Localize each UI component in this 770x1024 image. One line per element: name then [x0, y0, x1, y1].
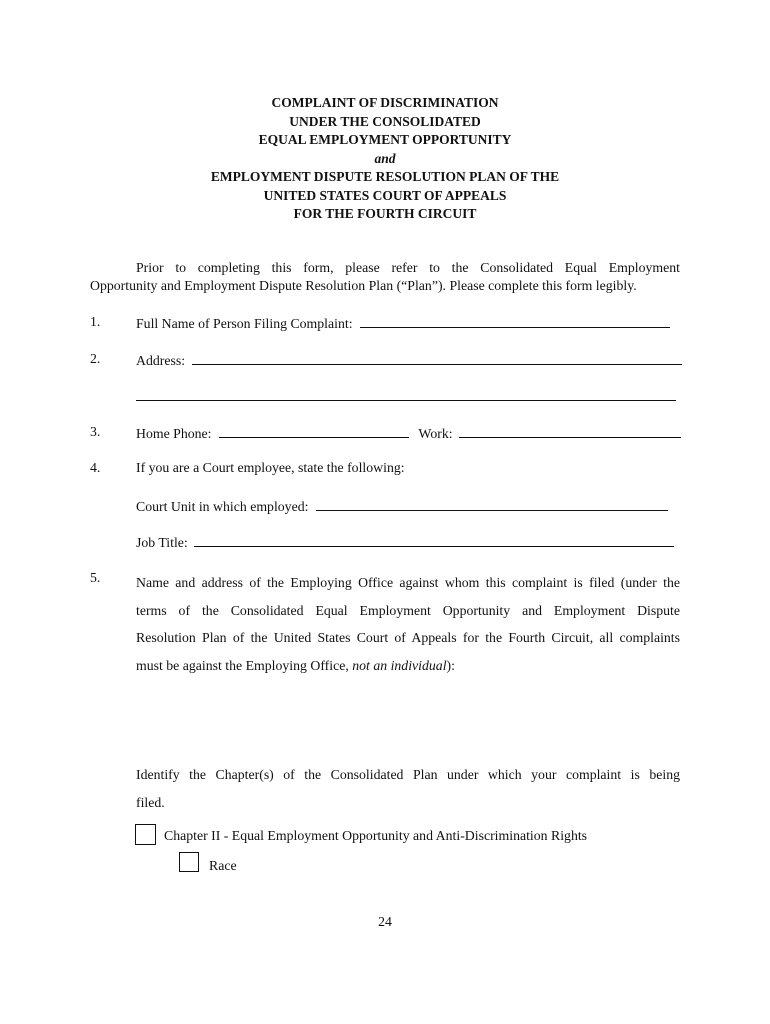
- employing-office-instructions: [136, 569, 680, 679]
- intro-line: Prior to completing this form, please refer to the Consolidated Equal Employment: [136, 260, 680, 275]
- job-title-label: Job Title:: [136, 535, 188, 550]
- title-line: EMPLOYMENT DISPUTE RESOLUTION PLAN OF THE: [210, 169, 560, 184]
- address-field-line2[interactable]: [136, 386, 676, 401]
- identify-line: Identify the Chapter(s) of the Consolidated Plan under which your complaint is being: [136, 767, 680, 782]
- job-title-row: [136, 532, 674, 552]
- court-unit-field[interactable]: [316, 496, 668, 511]
- court-unit-label: Court Unit in which employed:: [136, 499, 309, 514]
- item-number: 5.: [90, 570, 101, 585]
- item-5-italic-text: not an individual: [352, 657, 447, 673]
- page-number: 24: [378, 914, 392, 929]
- item-5-line: Name and address of the Employing Office against whom this complaint is filed (under the: [136, 575, 680, 590]
- intro-paragraph: [90, 259, 680, 295]
- address-field-line1[interactable]: [192, 350, 682, 365]
- item-5-line-text: must be against the Employing Office,: [136, 657, 353, 673]
- item-5-line: [136, 652, 680, 680]
- item-number: 4.: [90, 460, 101, 475]
- race-checkbox[interactable]: [179, 852, 199, 872]
- address-label: Address:: [136, 353, 186, 368]
- work-phone-label: Work:: [418, 426, 453, 441]
- court-unit-row: [136, 496, 668, 516]
- home-phone-field[interactable]: [219, 423, 409, 438]
- court-employee-label: If you are a Court employee, state the following:: [136, 460, 405, 475]
- race-label: Race: [209, 858, 237, 873]
- full-name-field[interactable]: [360, 313, 670, 328]
- item-number: 2.: [90, 351, 101, 366]
- title-line: UNITED STATES COURT OF APPEALS: [263, 187, 507, 203]
- identify-line: filed.: [136, 794, 165, 810]
- item-5-line: Resolution Plan of the United States Court of Appeals for the Fourth Circuit, all complaints: [136, 630, 680, 645]
- item-5-line-end: ):: [446, 657, 455, 673]
- item-number: 1.: [90, 314, 101, 329]
- item-5-line: terms of the Consolidated Equal Employment Opportunity and Employment Dispute: [136, 602, 680, 618]
- title-line: FOR THE FOURTH CIRCUIT: [293, 206, 477, 221]
- home-phone-label: Home Phone:: [136, 426, 212, 441]
- title-line: EQUAL EMPLOYMENT OPPORTUNITY: [258, 132, 512, 147]
- intro-line: Opportunity and Employment Dispute Resolution Plan (“Plan”). Please complete this form legibly.: [90, 278, 637, 293]
- title-line: and: [374, 150, 396, 166]
- work-phone-field[interactable]: [459, 423, 681, 438]
- chapter-ii-checkbox[interactable]: [135, 824, 156, 845]
- item-number: 3.: [90, 424, 101, 439]
- job-title-field[interactable]: [194, 532, 674, 547]
- address-line2-row: [136, 386, 676, 406]
- form-title: [0, 94, 770, 224]
- title-line: UNDER THE CONSOLIDATED: [289, 113, 481, 129]
- chapter-ii-label: Chapter II - Equal Employment Opportunity and Anti-Discrimination Rights: [164, 828, 588, 843]
- full-name-label: Full Name of Person Filing Complaint:: [136, 316, 353, 331]
- identify-chapters-text: [136, 761, 680, 816]
- title-line: COMPLAINT OF DISCRIMINATION: [271, 95, 499, 110]
